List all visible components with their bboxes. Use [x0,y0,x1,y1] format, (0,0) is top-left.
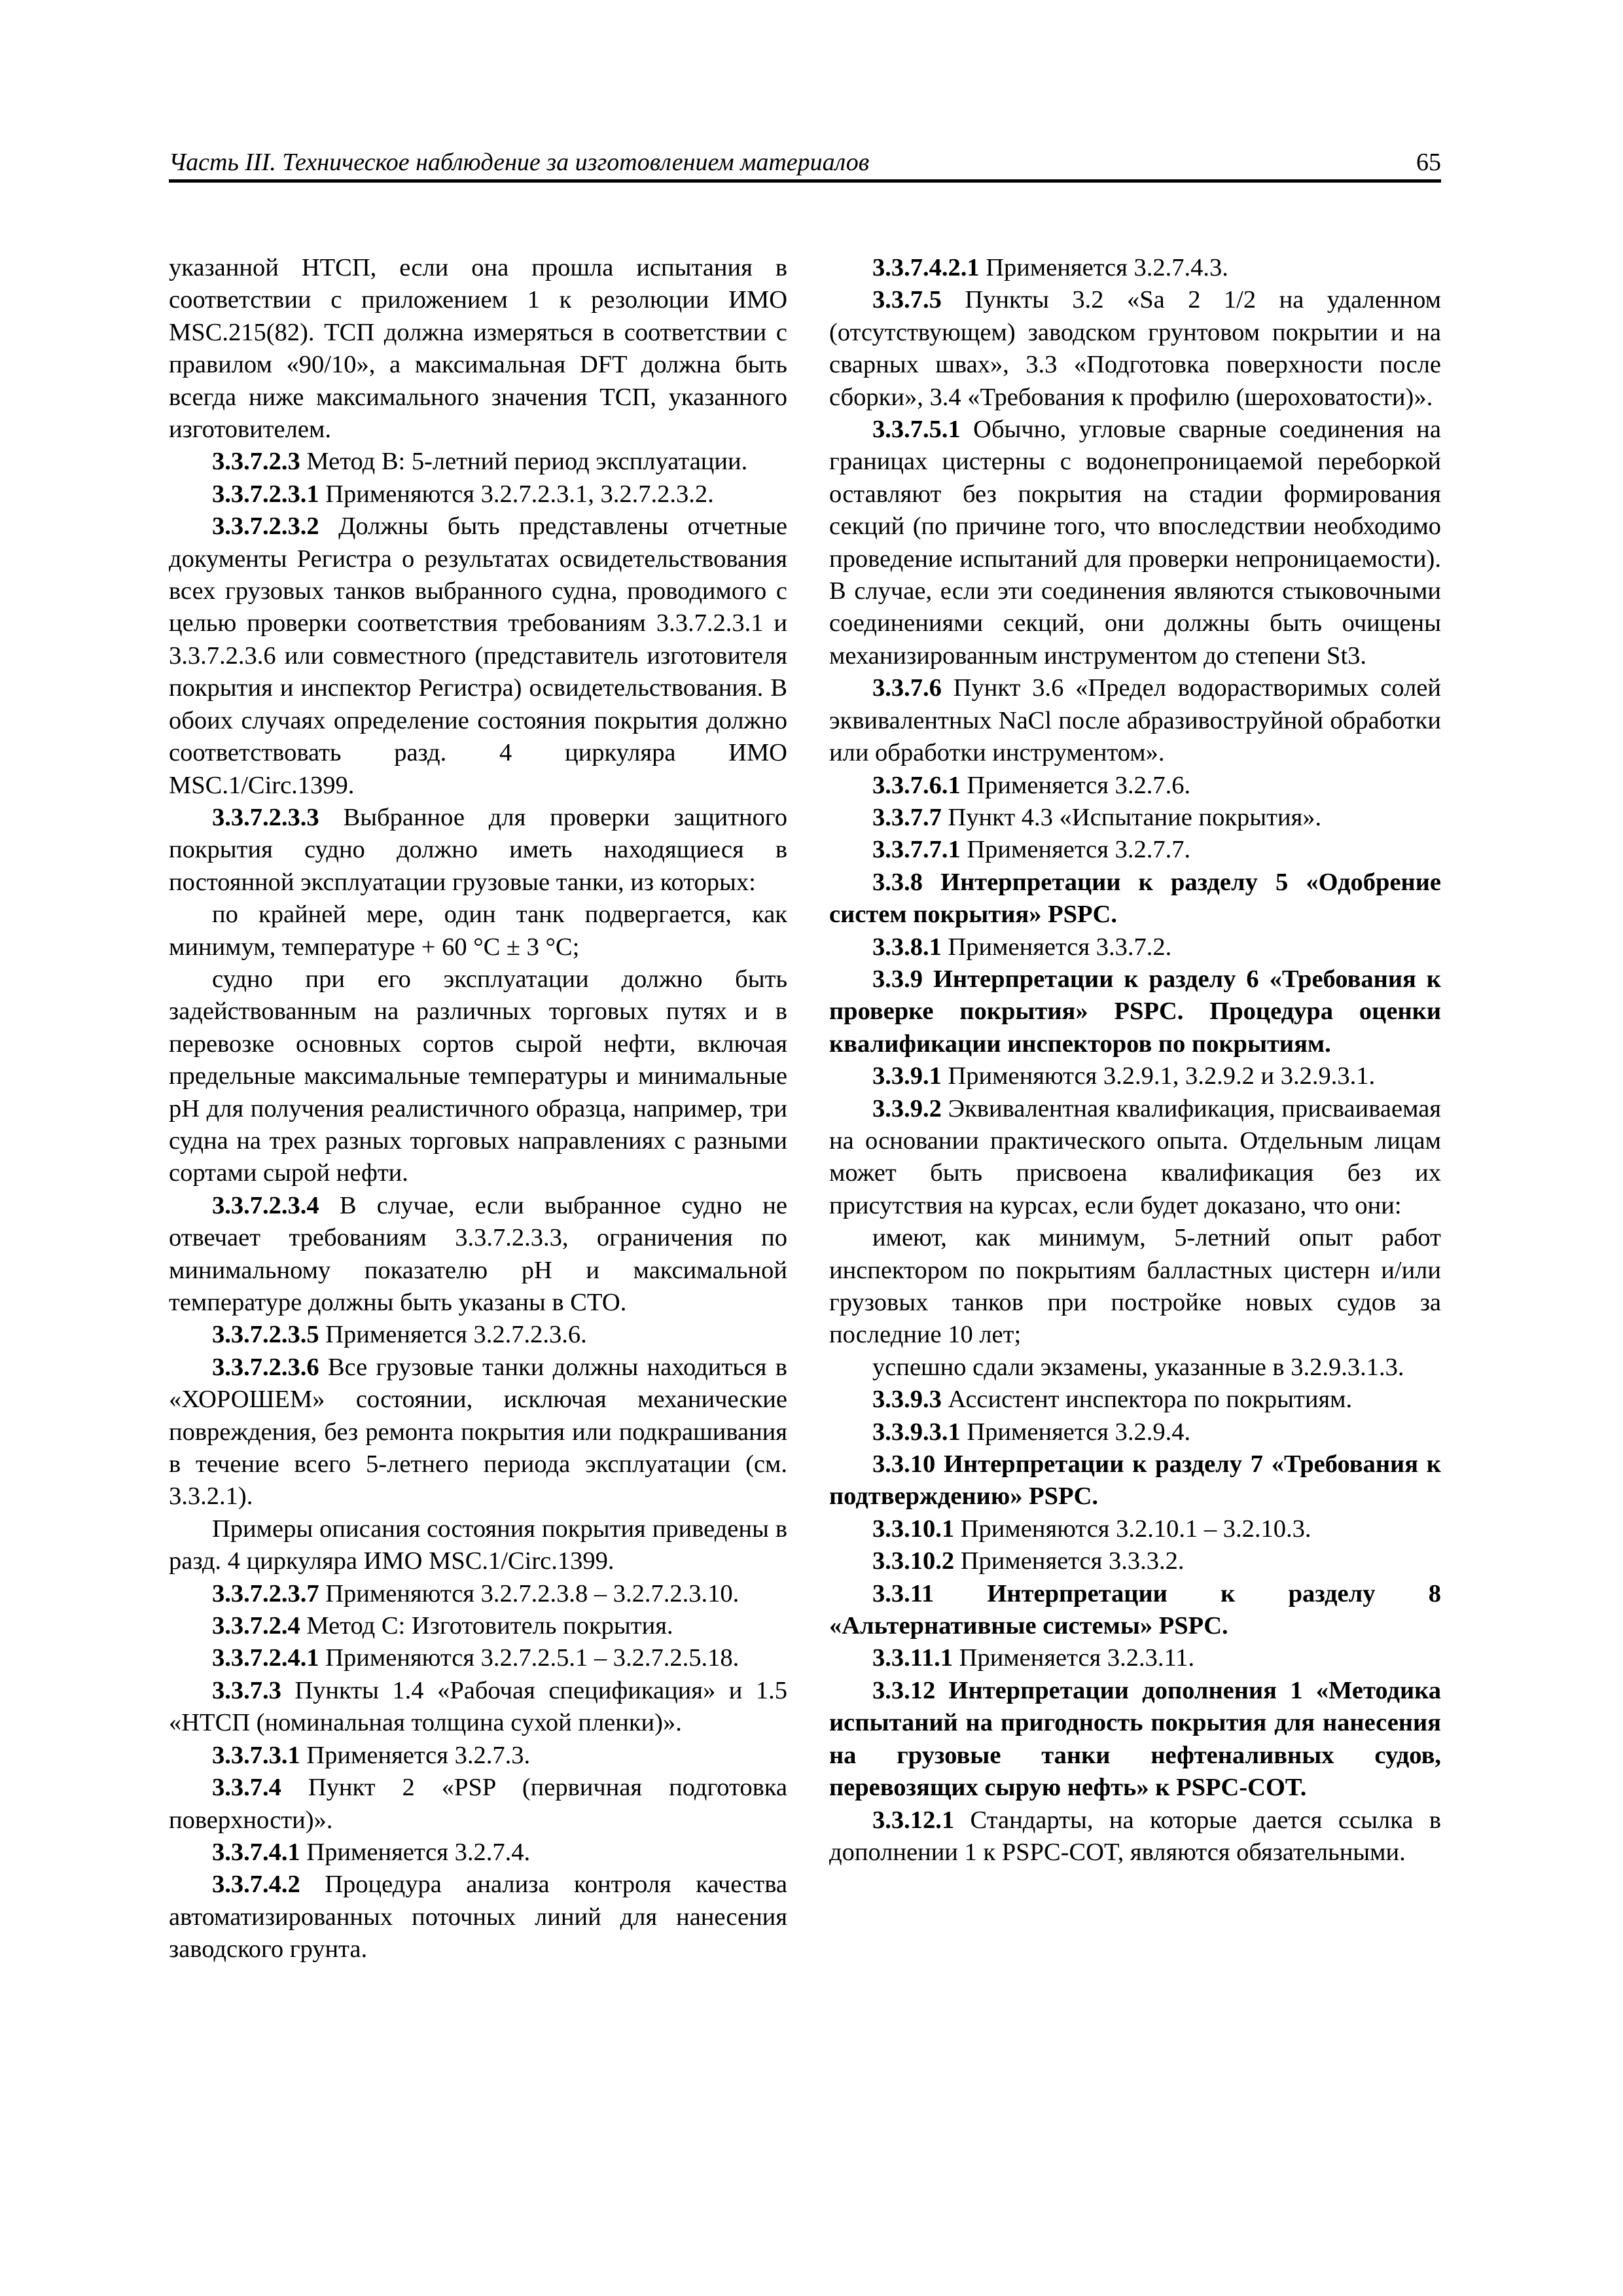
page-number: 65 [1416,149,1441,176]
paragraph-text: по крайней мере, один танк подвергается, как минимум, температуре + 60 °С ± 3 °С; [169,901,787,961]
paragraph-text: Применяется 3.2.7.2.3.6. [319,1321,587,1349]
paragraph-text: Применяется 3.2.3.11. [953,1644,1195,1672]
paragraph-text: Пункты 3.2 «Sa 2 1/2 на удаленном (отсутствующем) заводском грунтовом покрытии и на сварных швах», 3.3 «Подготовка поверхности после сборки», 3.4 «Требования к профилю (шероховатости)». [829,286,1441,411]
paragraph [829,1384,1441,1416]
paragraph [829,1416,1441,1448]
clause-number: 3.3.9.1 [872,1062,942,1090]
paragraph [169,1190,787,1319]
paragraph [169,1319,787,1351]
clause-number: 3.3.7.2.4.1 [212,1644,319,1672]
paragraph-text: Стандарты, на которые дается ссылка в дополнении 1 к PSPC-COT, являются обязательными. [829,1806,1441,1866]
paragraph [829,1675,1441,1804]
paragraph-text: Применяются 3.2.7.2.5.1 – 3.2.7.2.5.18. [319,1644,740,1672]
clause-number: 3.3.7.2.3.2 [212,512,319,541]
paragraph [169,802,787,899]
clause-number: 3.3.7.4.2.1 [872,254,980,281]
paragraph-text: Интерпретации к разделу 6 «Требования к проверке покрытия» PSPC. Процедура оценки квалификации инспекторов по покрытиям. [829,965,1441,1058]
clause-number: 3.3.7.6 [872,674,942,702]
clause-number: 3.3.7.6.1 [872,771,961,799]
clause-number: 3.3.10.2 [872,1547,955,1575]
paragraph-text: Эквивалентная квалификация, присваиваемая на основании практического опыта. Отдельным лицам может быть присвоена квалификация без их присутствия на курсах, если будет доказано, что они: [829,1094,1441,1219]
paragraph [829,414,1441,672]
clause-number: 3.3.7.2.3.3 [212,803,319,831]
clause-number: 3.3.7.5 [872,286,942,314]
clause-number: 3.3.7.7 [872,803,942,831]
paragraph [829,1642,1441,1674]
paragraph [829,931,1441,963]
paragraph [169,446,787,478]
clause-number: 3.3.7.2.3.5 [212,1321,319,1349]
paragraph-text: Применяется 3.3.7.2. [941,933,1172,961]
clause-number: 3.3.7.3 [212,1676,281,1704]
paragraph-text: Применяется 3.3.3.2. [954,1547,1185,1575]
paragraph [829,1578,1441,1643]
paragraph [169,1869,787,1965]
clause-number: 3.3.8.1 [872,933,942,961]
paragraph [829,1093,1441,1223]
left-column [169,252,787,1966]
clause-number: 3.3.7.5.1 [872,416,961,444]
paragraph [169,1642,787,1674]
paragraph-text: Примеры описания состояния покрытия приведены в разд. 4 циркуляра ИМО MSC.1/Circ.1399. [169,1515,787,1575]
paragraph [829,672,1441,769]
paragraph [169,1352,787,1513]
clause-number: 3.3.9.3.1 [872,1418,961,1446]
paragraph-text: имеют, как минимум, 5-летний опыт работ инспектором по покрытиям балластных цистерн и/или грузовых танков при постройке новых судов за последние 10 лет; [829,1224,1441,1349]
paragraph [829,1545,1441,1577]
paragraph-text: Применяется 3.2.7.3. [300,1741,531,1769]
clause-number: 3.3.12.1 [872,1806,955,1834]
paragraph-text: Интерпретации дополнения 1 «Методика испытаний на пригодность покрытия для нанесения на грузовые танки нефтеналивных судов, перевозящих сырую нефть» к PSPC-COT. [829,1676,1441,1802]
paragraph [829,770,1441,802]
clause-number: 3.3.9.3 [872,1386,942,1414]
paragraph-text: Применяются 3.2.10.1 – 3.2.10.3. [954,1515,1311,1543]
paragraph-text: Метод С: Изготовитель покрытия. [300,1612,673,1640]
paragraph-text: Применяется 3.2.7.4. [300,1838,531,1866]
paragraph-text: успешно сдали экзамены, указанные в 3.2.9.3.1.3. [872,1353,1404,1381]
paragraph-text: судно при его эксплуатации должно быть задействованным на различных торговых путях и в перевозке основных сортов сырой нефти, включая предельные максимальные температуры и минимальные pH для получения реалистичного образца, например, три судна на трех разных торговых направлениях с разными сортами сырой нефти. [169,965,787,1187]
right-column [829,252,1441,1869]
clause-number: 3.3.7.2.3.4 [212,1191,319,1219]
paragraph-text: В случае, если выбранное судно не отвечает требованиям 3.3.7.2.3.3, ограничения по минимальному показателю pH и максимальной температуре должны быть указаны в СТО. [169,1191,787,1316]
paragraph-text: Применяются 3.2.9.1, 3.2.9.2 и 3.2.9.3.1. [941,1062,1376,1090]
clause-number: 3.3.7.2.4 [212,1612,300,1640]
paragraph [169,1578,787,1610]
paragraph [829,1513,1441,1545]
paragraph-text: указанной НТСП, если она прошла испытания в соответствии с приложением 1 к резолюции ИМО MSC.215(82). ТСП должна измеряться в соответствии с правилом «90/10», а максимальная DFT должна быть всегда ниже максимального значения ТСП, указанного изготовителем. [169,254,787,444]
paragraph-text: Применяется 3.2.7.6. [960,771,1191,799]
paragraph [829,1222,1441,1352]
clause-number: 3.3.12 [872,1676,936,1704]
paragraph-text: Применяется 3.2.9.4. [960,1418,1191,1446]
clause-number: 3.3.7.2.3.1 [212,480,319,508]
paragraph [169,1772,787,1837]
paragraph [829,963,1441,1060]
paragraph [169,963,787,1190]
paragraph [169,511,787,802]
paragraph-text: Интерпретации к разделу 7 «Требования к подтверждению» PSPC. [829,1450,1441,1511]
paragraph-text: Пункт 3.6 «Предел водорастворимых солей эквивалентных NaCl после абразивоструйной обработки или обработки инструментом». [829,674,1441,767]
paragraph-text: Интерпретации к разделу 5 «Одобрение систем покрытия» PSPC. [829,868,1441,929]
clause-number: 3.3.8 [872,868,923,896]
clause-number: 3.3.7.3.1 [212,1741,300,1769]
paragraph-text: Применяется 3.2.7.4.3. [979,254,1228,281]
paragraph-text: Ассистент инспектора по покрытиям. [941,1386,1353,1414]
paragraph [829,252,1441,284]
paragraph [829,1352,1441,1384]
paragraph-text: Процедура анализа контроля качества автоматизированных поточных линий для нанесения заводского грунта. [169,1871,787,1964]
clause-number: 3.3.9 [872,965,923,993]
paragraph [169,1740,787,1772]
paragraph-text: Обычно, угловые сварные соединения на границах цистерны с водонепроницаемой переборкой оставляют без покрытия на стадии формирования секций (по причине того, что впоследствии необходимо проведение испытаний для проверки непроницаемости). В случае, если эти соединения являются стыковочными соединениями секций, они должны быть очищены механизированным инструментом до степени St3. [829,416,1441,670]
running-header [169,143,1441,183]
clause-number: 3.3.7.2.3.7 [212,1579,319,1607]
paragraph [169,478,787,511]
paragraph [829,834,1441,866]
paragraph-text: Пункт 2 «PSP (первичная подготовка поверхности)». [169,1774,787,1834]
paragraph-text: Метод В: 5-летний период эксплуатации. [300,448,748,476]
paragraph-text: Пункт 4.3 «Испытание покрытия». [941,803,1322,831]
clause-number: 3.3.7.7.1 [872,836,961,864]
paragraph [169,1837,787,1869]
paragraph [829,1804,1441,1869]
paragraph [169,1610,787,1642]
paragraph-text: Должны быть представлены отчетные документы Регистра о результатах освидетельствования всех грузовых танков выбранного судна, проводимого с целью проверки соответствия требованиям 3.3.7.2.3.1 и 3.3.7.2.3.6 или совместного (представитель изготовителя покрытия и инспектор Регистра) освидетельствования. В обоих случаях определение состояния покрытия должно соответствовать разд. 4 циркуляра ИМО MSC.1/Circ.1399. [169,512,787,799]
paragraph-text: Применяются 3.2.7.2.3.1, 3.2.7.2.3.2. [319,480,714,508]
clause-number: 3.3.11 [872,1579,935,1607]
paragraph-text: Применяется 3.2.7.7. [960,836,1191,864]
clause-number: 3.3.10 [872,1450,936,1479]
paragraph [169,899,787,963]
paragraph [829,284,1441,414]
clause-number: 3.3.7.4.1 [212,1838,300,1866]
clause-number: 3.3.7.2.3.6 [212,1353,319,1381]
paragraph-text: Интерпретации к разделу 8 «Альтернативные системы» PSPC. [829,1579,1441,1640]
paragraph [829,867,1441,931]
clause-number: 3.3.11.1 [872,1644,954,1672]
paragraph-text: Применяются 3.2.7.2.3.8 – 3.2.7.2.3.10. [319,1579,740,1607]
paragraph [829,802,1441,834]
paragraph [169,252,787,446]
paragraph-text: Выбранное для проверки защитного покрытия судно должно иметь находящиеся в постоянной эксплуатации грузовые танки, из которых: [169,803,787,896]
clause-number: 3.3.9.2 [872,1094,942,1122]
header-title: Часть III. Техническое наблюдение за изготовлением материалов [169,149,870,176]
paragraph-text: Пункты 1.4 «Рабочая спецификация» и 1.5 «НТСП (номинальная толщина сухой пленки)». [169,1676,787,1737]
paragraph [169,1513,787,1578]
paragraph [829,1060,1441,1092]
paragraph [169,1675,787,1740]
paragraph [829,1448,1441,1513]
clause-number: 3.3.10.1 [872,1515,955,1543]
paragraph-text: Все грузовые танки должны находиться в «ХОРОШЕМ» состоянии, исключая механические повреждения, без ремонта покрытия или подкрашивания в течение всего 5-летнего периода эксплуатации (см. 3.3.2.1). [169,1353,787,1511]
clause-number: 3.3.7.2.3 [212,448,300,476]
clause-number: 3.3.7.4.2 [212,1871,300,1899]
clause-number: 3.3.7.4 [212,1774,281,1802]
